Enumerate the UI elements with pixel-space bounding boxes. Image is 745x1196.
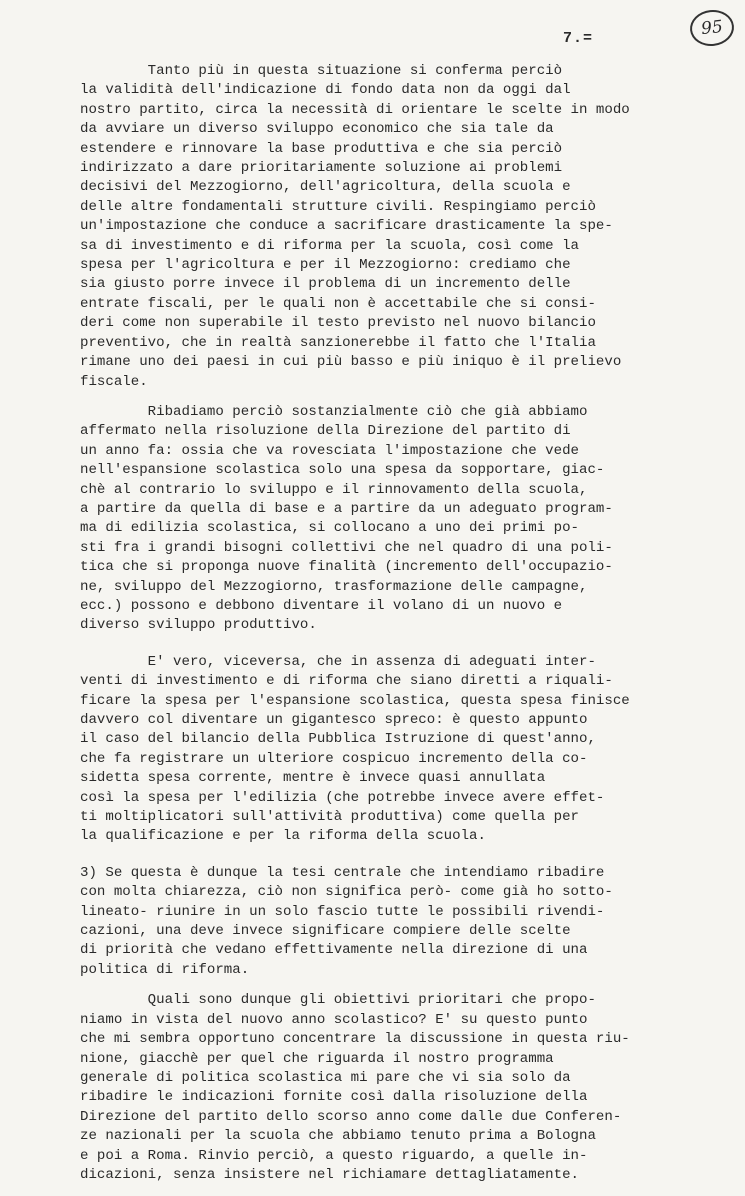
text-line: diverso sviluppo produttivo.: [80, 617, 317, 634]
text-line: sia giusto porre invece il problema di un incremento delle: [80, 276, 571, 293]
text-line: davvero col diventare un gigantesco spreco: è questo appunto: [80, 712, 588, 728]
text-line: Direzione del partito dello scorso anno come dalle due Conferen-: [80, 1108, 622, 1125]
text-line: Tanto più in questa situazione si conferma perciò: [80, 63, 563, 79]
paragraph: [80, 653, 700, 847]
paragraph: [80, 403, 700, 636]
text-line: spesa per l'agricoltura e per il Mezzogiorno: crediamo che: [80, 257, 571, 274]
text-line: indirizzato a dare prioritariamente soluzione ai problemi: [80, 160, 563, 177]
text-line: affermato nella risoluzione della Direzione del partito di: [80, 423, 571, 440]
text-line: sti fra i grandi bisogni collettivi che nel quadro di una poli-: [80, 539, 613, 556]
text-line: preventivo, che in realtà sanzionerebbe il fatto che l'Italia: [80, 334, 596, 351]
text-line: un'impostazione che conduce a sacrificare drasticamente la spe-: [80, 218, 613, 235]
text-line: tica che si proponga nuove finalità (incremento dell'occupazio-: [80, 559, 613, 576]
text-line: lineato- riunire in un solo fascio tutte le possibili rivendi-: [80, 903, 605, 920]
text-line: la validità dell'indicazione di fondo data non da oggi dal: [80, 82, 571, 99]
text-line: niamo in vista del nuovo anno scolastico? E' su questo punto: [80, 1011, 588, 1028]
text-line: nione, giacchè per quel che riguarda il nostro programma: [80, 1050, 554, 1067]
text-line: cazioni, una deve invece significare compiere delle scelte: [80, 923, 571, 940]
paragraph: [80, 62, 700, 392]
paragraph: [80, 991, 700, 1185]
text-line: decisivi del Mezzogiorno, dell'agricoltura, della scuola e: [80, 179, 571, 196]
archive-stamp: 95: [688, 8, 736, 48]
text-line: rimane uno dei paesi in cui più basso e più iniquo è il prelievo: [80, 354, 622, 371]
text-line: deri come non superabile il testo previsto nel nuovo bilancio: [80, 315, 596, 332]
text-line: chè al contrario lo sviluppo e il rinnovamento della scuola,: [80, 481, 588, 498]
text-line: E' vero, viceversa, che in assenza di adeguati inter-: [80, 653, 596, 670]
document-body: [80, 62, 700, 1196]
text-line: 3) Se questa è dunque la tesi centrale che intendiamo ribadire: [80, 864, 605, 881]
text-line: da avviare un diverso sviluppo economico che sia tale da: [80, 121, 554, 138]
text-line: venti di investimento e di riforma che siano diretti a riquali-: [80, 673, 613, 690]
text-line: ribadire le indicazioni fornite così dalla risoluzione della: [80, 1089, 588, 1106]
text-line: ma di edilizia scolastica, si collocano a uno dei primi po-: [80, 520, 579, 537]
text-line: estendere e rinnovare la base produttiva e che sia perciò: [80, 140, 563, 157]
text-line: così la spesa per l'edilizia (che potrebbe invece avere effet-: [80, 789, 605, 806]
text-line: fiscale.: [80, 373, 148, 390]
text-line: e poi a Roma. Rinvio perciò, a questo riguardo, a quelle in-: [80, 1147, 588, 1164]
text-line: entrate fiscali, per le quali non è accettabile che si consi-: [80, 295, 596, 312]
text-line: sidetta spesa corrente, mentre è invece quasi annullata: [80, 770, 546, 787]
page-number: 7.=: [563, 30, 594, 47]
text-line: che mi sembra opportuno concentrare la discussione in questa riu-: [80, 1031, 630, 1048]
text-line: a partire da quella di base e a partire da un adeguato program-: [80, 500, 613, 517]
text-line: ecc.) possono e debbono diventare il volano di un nuovo e: [80, 597, 563, 614]
text-line: la qualificazione e per la riforma della scuola.: [80, 828, 486, 845]
text-line: ti moltiplicatori sull'attività produttiva) come quella per: [80, 809, 579, 826]
text-line: un anno fa: ossia che va rovesciata l'impostazione che vede: [80, 442, 579, 459]
text-line: dicazioni, senza insistere nel richiamare dettagliatamente.: [80, 1166, 579, 1183]
text-line: con molta chiarezza, ciò non significa però- come già ho sotto-: [80, 884, 613, 901]
text-line: il caso del bilancio della Pubblica Istruzione di quest'anno,: [80, 731, 596, 748]
text-line: Quali sono dunque gli obiettivi prioritari che propo-: [80, 992, 596, 1009]
text-line: delle altre fondamentali strutture civili. Respingiamo perciò: [80, 198, 596, 215]
text-line: nell'espansione scolastica solo una spesa da sopportare, giac-: [80, 462, 605, 479]
text-line: sa di investimento e di riforma per la scuola, così come la: [80, 237, 579, 254]
paragraph: [80, 864, 700, 980]
text-line: generale di politica scolastica mi pare che vi sia solo da: [80, 1069, 571, 1086]
text-line: nostro partito, circa la necessità di orientare le scelte in modo: [80, 101, 630, 118]
text-line: ficare la spesa per l'espansione scolastica, questa spesa finisce: [80, 692, 630, 709]
text-line: che fa registrare un ulteriore cospicuo incremento della co-: [80, 750, 588, 767]
text-line: politica di riforma.: [80, 961, 250, 978]
text-line: Ribadiamo perciò sostanzialmente ciò che già abbiamo: [80, 403, 588, 420]
text-line: ne, sviluppo del Mezzogiorno, trasformazione delle campagne,: [80, 578, 588, 595]
text-line: ze nazionali per la scuola che abbiamo tenuto prima a Bologna: [80, 1128, 596, 1145]
text-line: di priorità che vedano effettivamente nella direzione di una: [80, 942, 588, 959]
